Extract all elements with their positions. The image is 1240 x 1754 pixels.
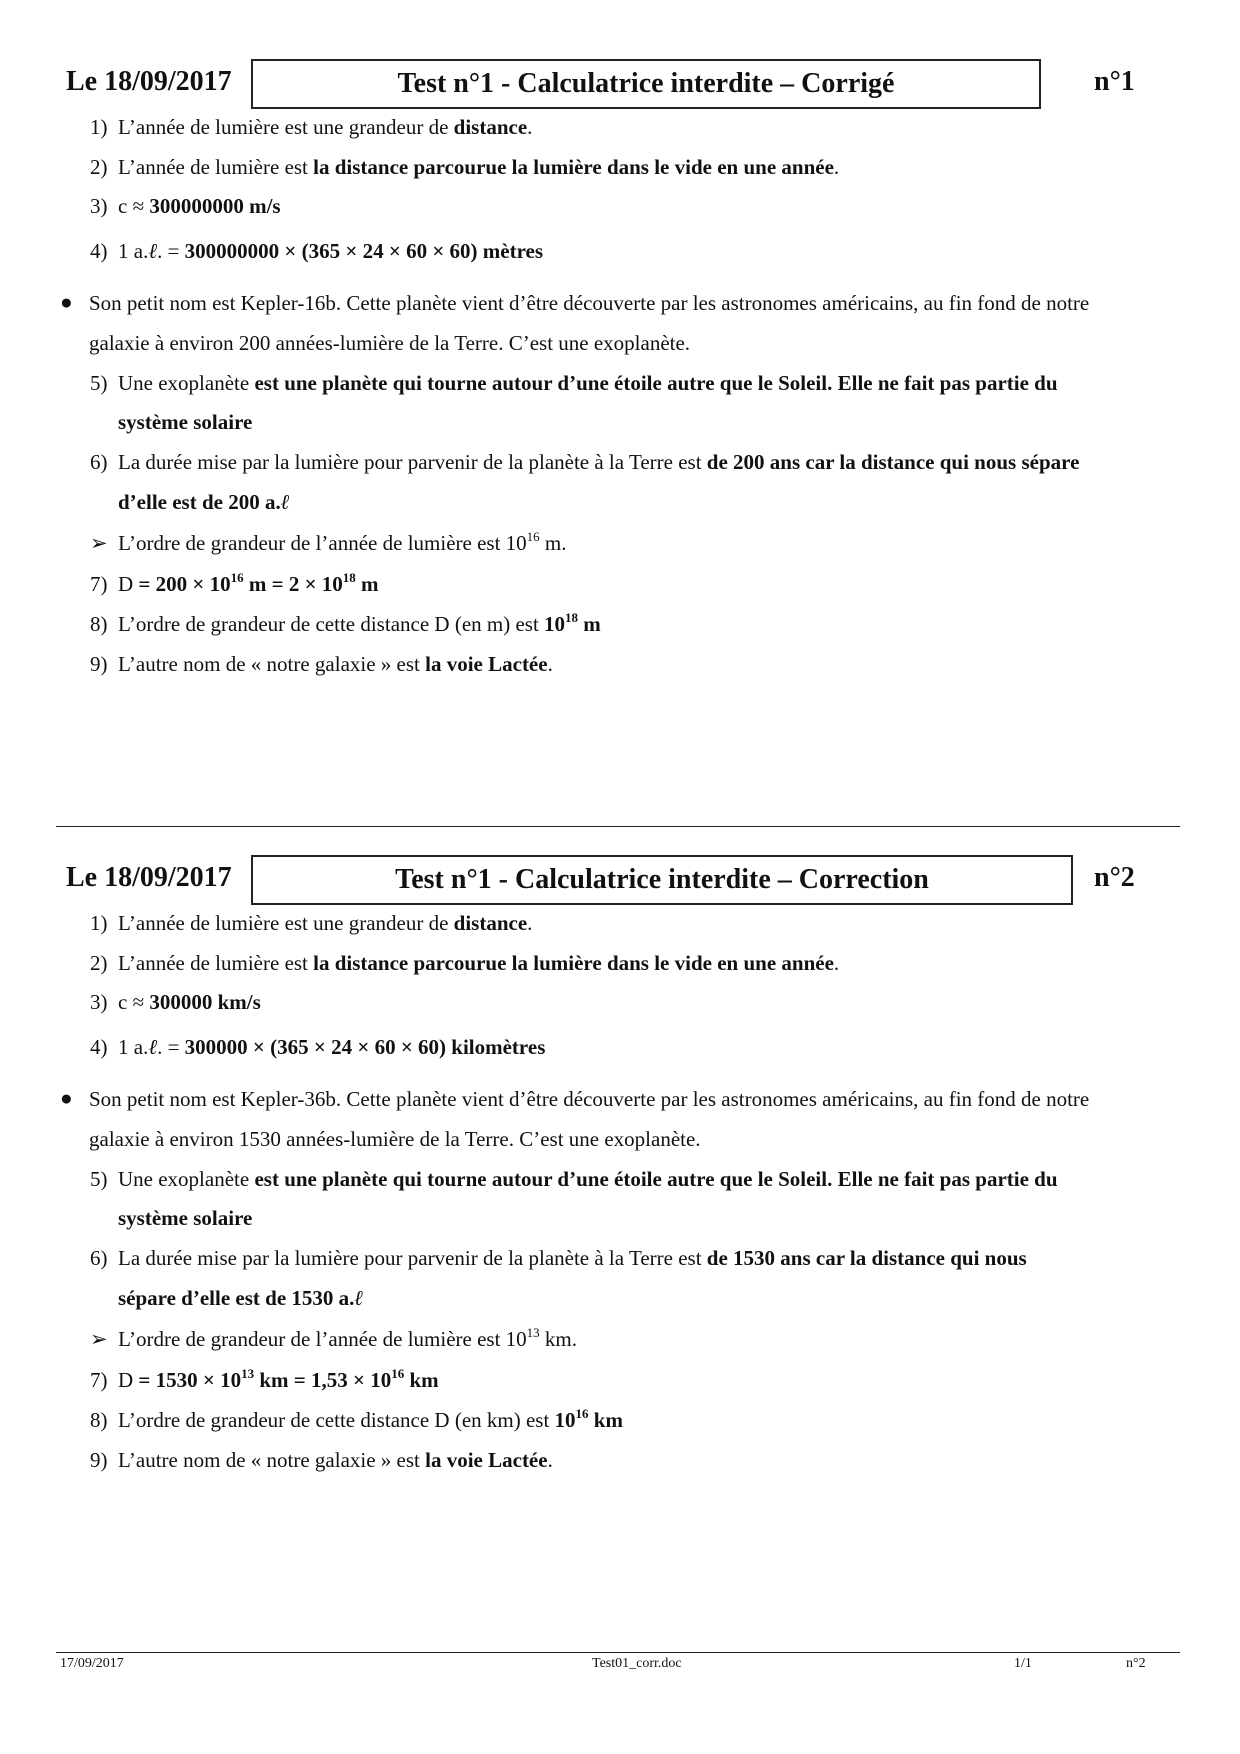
question-5-continuation: système solaire bbox=[118, 1206, 253, 1230]
question-number: 3) bbox=[90, 990, 108, 1014]
question-number: 1) bbox=[90, 115, 108, 139]
footer-page: 1/1 bbox=[1014, 1656, 1032, 1671]
question-number: 5) bbox=[90, 1167, 108, 1191]
question-number: 3) bbox=[90, 194, 108, 218]
question-number: 1) bbox=[90, 911, 108, 935]
intro-line-1: Son petit nom est Kepler-16b. Cette planète vient d’être découverte par les astronomes américains, au fin fond de notre bbox=[89, 291, 1090, 315]
question-number: 9) bbox=[90, 652, 108, 676]
question-1: 1) L’année de lumière est une grandeur de distance. bbox=[90, 911, 533, 935]
question-8: 8) L’ordre de grandeur de cette distance D (en km) est $10^{16}$ km bbox=[90, 1406, 623, 1432]
section-number: n°2 bbox=[1094, 862, 1135, 893]
question-number: 2) bbox=[90, 951, 108, 975]
question-4: 4) 1 a.ℓ. = 300000 × (365 × 24 × 60 × 60) kilomètres bbox=[90, 1035, 546, 1059]
question-number: 7) bbox=[90, 572, 108, 596]
intro-line-2: galaxie à environ 1530 années-lumière de la Terre. C’est une exoplanète. bbox=[89, 1127, 701, 1151]
question-6-continuation: d’elle est de 200 a.ℓ bbox=[118, 490, 290, 514]
question-9: 9) L’autre nom de « notre galaxie » est la voie Lactée. bbox=[90, 652, 553, 676]
question-5-continuation: système solaire bbox=[118, 410, 253, 434]
question-number: 6) bbox=[90, 1246, 108, 1270]
question-number: 5) bbox=[90, 371, 108, 395]
question-number: 4) bbox=[90, 1035, 108, 1059]
question-number: 8) bbox=[90, 612, 108, 636]
question-number: 6) bbox=[90, 450, 108, 474]
question-6-continuation: sépare d’elle est de 1530 a.ℓ bbox=[118, 1286, 364, 1310]
question-2: 2) L’année de lumière est la distance parcourue la lumière dans le vide en une année. bbox=[90, 155, 840, 179]
question-5: 5) Une exoplanète est une planète qui tourne autour d’une étoile autre que le Soleil. Elle ne fait pas partie du bbox=[90, 371, 1058, 395]
question-6: 6) La durée mise par la lumière pour parvenir de la planète à la Terre est de 200 ans car la distance qui nous sépare bbox=[90, 450, 1080, 474]
question-8: 8) L’ordre de grandeur de cette distance D (en m) est $10^{18}$ m bbox=[90, 610, 601, 636]
section-date: Le 18/09/2017 bbox=[66, 862, 232, 893]
order-of-magnitude-note: ➢ L’ordre de grandeur de l’année de lumière est $10^{16}$ m. bbox=[90, 529, 567, 555]
footer-filename: Test01_corr.doc bbox=[592, 1656, 682, 1671]
section-number: n°1 bbox=[1094, 66, 1135, 97]
section-title-box: Test n°1 - Calculatrice interdite – Corrigé bbox=[251, 59, 1041, 109]
question-1: 1) L’année de lumière est une grandeur de distance. bbox=[90, 115, 533, 139]
question-7: 7) $D = 1530 \times 10^{13}$ km = $1,53 \times 10^{16}$ km bbox=[90, 1366, 439, 1392]
footer-date: 17/09/2017 bbox=[60, 1656, 124, 1671]
footer-rule bbox=[56, 1652, 1180, 1653]
section-title-box: Test n°1 - Calculatrice interdite – Correction bbox=[251, 855, 1073, 905]
bullet-dot-icon: ● bbox=[60, 1086, 73, 1110]
arrow-bullet-icon: ➢ bbox=[90, 531, 108, 555]
section-date: Le 18/09/2017 bbox=[66, 66, 232, 97]
question-7: 7) $D = 200 \times 10^{16}$ $m = 2 \times 10^{18}$ m bbox=[90, 570, 379, 596]
question-number: 8) bbox=[90, 1408, 108, 1432]
question-4: 4) 1 a.ℓ. = 300000000 × (365 × 24 × 60 × 60) mètres bbox=[90, 239, 544, 263]
question-5: 5) Une exoplanète est une planète qui tourne autour d’une étoile autre que le Soleil. Elle ne fait pas partie du bbox=[90, 1167, 1058, 1191]
bullet-dot-icon: ● bbox=[60, 290, 73, 314]
question-2: 2) L’année de lumière est la distance parcourue la lumière dans le vide en une année. bbox=[90, 951, 840, 975]
question-3: 3) c ≈ 300000000 m/s bbox=[90, 194, 281, 218]
question-3: 3) c ≈ 300000 km/s bbox=[90, 990, 261, 1014]
question-9: 9) L’autre nom de « notre galaxie » est la voie Lactée. bbox=[90, 1448, 553, 1472]
order-of-magnitude-note: ➢ L’ordre de grandeur de l’année de lumière est $10^{13}$ km. bbox=[90, 1325, 577, 1351]
footer-number: n°2 bbox=[1126, 1656, 1146, 1671]
section-divider bbox=[56, 826, 1180, 827]
intro-line-2: galaxie à environ 200 années-lumière de la Terre. C’est une exoplanète. bbox=[89, 331, 691, 355]
intro-line-1: Son petit nom est Kepler-36b. Cette planète vient d’être découverte par les astronomes américains, au fin fond de notre bbox=[89, 1087, 1090, 1111]
arrow-bullet-icon: ➢ bbox=[90, 1327, 108, 1351]
question-number: 7) bbox=[90, 1368, 108, 1392]
question-number: 9) bbox=[90, 1448, 108, 1472]
question-number: 2) bbox=[90, 155, 108, 179]
question-number: 4) bbox=[90, 239, 108, 263]
question-6: 6) La durée mise par la lumière pour parvenir de la planète à la Terre est de 1530 ans car la distance qui nous bbox=[90, 1246, 1027, 1270]
